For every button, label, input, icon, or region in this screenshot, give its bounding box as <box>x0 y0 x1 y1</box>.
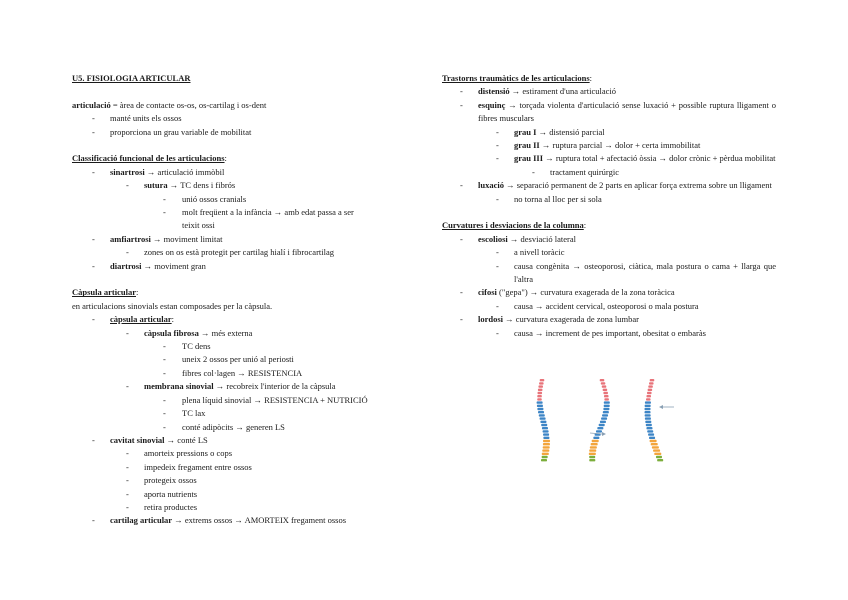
list-item-cifosi: - cifosi ("gepa") → curvatura exagerada de la zona toràcica <box>460 287 675 298</box>
vertebra <box>603 392 608 394</box>
list-item-cartilag: - cartilag articular → extrems ossos → AMORTEIX fregament ossos <box>92 515 347 526</box>
spine-scoliosis-illustration <box>589 379 610 461</box>
vertebra <box>645 414 651 416</box>
vertebra <box>603 389 608 391</box>
list-item-sinartrosi: - sinartrosi → articulació immòbil <box>92 166 225 177</box>
spine-normal-illustration <box>537 379 550 461</box>
list-item: - manté units els ossos <box>92 113 182 124</box>
list-item: - causa → accident cervical, osteoporosi o mala postura <box>496 300 699 311</box>
list-item: - impedeix fregament entre ossos <box>126 461 252 472</box>
section-heading-classification: Classificació funcional de les articulacions: <box>72 153 227 164</box>
definition: articulació = àrea de contacte os-os, os-cartilag i os-dent <box>72 99 267 110</box>
vertebra <box>591 443 598 445</box>
vertebra <box>538 385 543 387</box>
list-item: - conté adipòcits → generen LS <box>163 421 285 432</box>
vertebra <box>542 427 548 429</box>
vertebra <box>597 427 603 429</box>
list-item: - plena líquid sinovial → RESISTENCIA + NUTRICIÓ <box>163 394 368 405</box>
vertebra <box>657 459 663 461</box>
vertebra <box>646 424 652 426</box>
list-item-sutura: - sutura → TC dens i fibrós <box>126 180 236 191</box>
vertebra <box>603 408 609 410</box>
vertebra <box>604 398 609 400</box>
vertebra <box>602 385 607 387</box>
list-item-continuation: teixit ossi <box>182 220 215 231</box>
vertebra <box>537 395 542 397</box>
list-item-diartrosi: - diartrosi → moviment gran <box>92 260 206 271</box>
vertebra <box>650 440 657 442</box>
vertebra <box>654 453 661 455</box>
list-item-esquin: - esquinç → torçada violenta d'articulació sense luxació + possible ruptura lligament o fibres musculars <box>460 99 776 124</box>
list-item-distensio: - distensió → estirament d'una articulació <box>460 86 616 97</box>
list-item: - protegeix ossos <box>126 475 197 486</box>
vertebra <box>537 401 543 403</box>
left-column <box>72 72 412 528</box>
vertebra <box>603 411 609 413</box>
vertebra <box>542 456 548 458</box>
list-item: - retira productes <box>126 501 198 512</box>
vertebra <box>596 430 602 432</box>
vertebra <box>604 405 610 407</box>
list-item-capsula-articular: - càpsula articular: <box>92 314 174 325</box>
vertebra <box>543 443 550 445</box>
vertebra <box>646 398 651 400</box>
vertebra <box>538 389 543 391</box>
arrow-icon <box>659 405 674 409</box>
vertebra <box>647 392 652 394</box>
list-item-cavitat: - cavitat sinovial → conté LS <box>92 434 208 445</box>
vertebra <box>538 411 544 413</box>
page-title: U5. FISIOLOGIA ARTICULAR <box>72 73 191 83</box>
vertebra <box>651 443 658 445</box>
list-item-luxacio: - luxació → separació permanent de 2 parts en aplicar força extrema sobre un lligament <box>460 180 772 191</box>
vertebra <box>539 414 545 416</box>
list-item: - TC dens <box>163 341 211 352</box>
vertebra <box>539 382 544 384</box>
list-item: - zones on os està protegit per cartilag hialí i fibrocartilag <box>126 247 335 258</box>
vertebra <box>604 395 609 397</box>
list-item: - molt freqüent a la infància → amb edat passa a ser <box>163 207 354 218</box>
vertebra <box>541 424 547 426</box>
vertebra <box>645 405 651 407</box>
vertebra <box>590 446 597 448</box>
vertebra <box>537 398 542 400</box>
vertebra <box>537 405 543 407</box>
list-item: - unió ossos cranials <box>163 193 247 204</box>
vertebra <box>648 433 654 435</box>
vertebra <box>645 417 651 419</box>
list-item: - TC lax <box>163 408 206 419</box>
list-item: - no torna al lloc per si sola <box>496 193 602 204</box>
vertebra <box>537 408 543 410</box>
vertebra <box>600 421 606 423</box>
vertebra <box>592 440 599 442</box>
vertebra <box>649 437 655 439</box>
spine-kyphosis-illustration <box>645 379 664 461</box>
vertebra <box>656 456 662 458</box>
list-item: - proporciona un grau variable de mobilitat <box>92 126 252 137</box>
spine-illustrations <box>528 373 678 473</box>
list-item-sinovial: - membrana sinovial → recobreix l'interior de la càpsula <box>126 381 336 392</box>
list-item: - a nivell toràcic <box>496 247 565 258</box>
vertebra <box>538 392 543 394</box>
definition-term: articulació <box>72 99 111 110</box>
section-heading-trastorns: Trastorns traumàtics de les articulacions: <box>442 73 593 83</box>
list-item: - tractament quirúrgic <box>532 166 619 177</box>
list-item: - amorteix pressions o cops <box>126 448 233 459</box>
list-item: - causa congènita → osteoporosi, ciàtica, mala postura o cama + llarga que l'altra <box>496 260 776 285</box>
vertebra <box>543 433 549 435</box>
vertebra <box>540 379 545 381</box>
vertebra <box>540 417 546 419</box>
list-item-lordosi: - lordosi → curvatura exagerada de zona lumbar <box>460 314 639 325</box>
right-column <box>442 72 776 340</box>
vertebra <box>604 401 610 403</box>
vertebra <box>593 437 599 439</box>
list-item-amfiartrosi: - amfiartrosi → moviment limitat <box>92 233 223 244</box>
vertebra <box>542 453 549 455</box>
vertebra <box>652 446 659 448</box>
vertebra <box>543 437 549 439</box>
section-heading-capsula: Càpsula articular: <box>72 287 139 298</box>
vertebra <box>589 453 596 455</box>
vertebra <box>602 414 608 416</box>
vertebra <box>648 385 653 387</box>
vertebra <box>541 459 547 461</box>
vertebra <box>645 408 651 410</box>
vertebra <box>650 379 655 381</box>
list-item-grau3: - grau III → ruptura total + afectació òssia → dolor crònic + pèrdua mobilitat <box>496 153 776 164</box>
vertebra <box>646 395 651 397</box>
vertebra <box>599 424 605 426</box>
list-item: - fibres col·lagen → RESISTENCIA <box>163 367 303 378</box>
vertebra <box>589 449 596 451</box>
list-item-grau2: - grau II → ruptura parcial → dolor + certa immobilitat <box>496 140 701 151</box>
vertebra <box>653 449 660 451</box>
vertebra <box>645 421 651 423</box>
vertebra <box>589 459 595 461</box>
vertebra <box>543 430 549 432</box>
list-item-fibrosa: - càpsula fibrosa → més externa <box>126 327 253 338</box>
section-heading-curvatures: Curvatures i desviacions de la columna: <box>442 220 587 231</box>
vertebra <box>648 389 653 391</box>
vertebra <box>645 401 651 403</box>
vertebra <box>647 430 653 432</box>
vertebra <box>542 449 549 451</box>
vertebra <box>645 411 651 413</box>
list-item: - uneix 2 ossos per unió al periosti <box>163 354 294 365</box>
vertebra <box>649 382 654 384</box>
list-item-escoliosi: - escoliosi → desviació lateral <box>460 233 576 244</box>
vertebra <box>601 382 606 384</box>
vertebra <box>589 456 595 458</box>
vertebra <box>540 421 546 423</box>
vertebra <box>543 440 550 442</box>
vertebra <box>646 427 652 429</box>
list-item: - causa → increment de pes important, obesitat o embaràs <box>496 327 706 338</box>
vertebra <box>543 446 550 448</box>
capsula-description: en articulacions sinovials estan composades per la càpsula. <box>72 300 273 311</box>
list-item-grau1: - grau I → distensió parcial <box>496 126 605 137</box>
vertebra <box>601 417 607 419</box>
vertebra <box>600 379 605 381</box>
list-item: - aporta nutrients <box>126 488 198 499</box>
